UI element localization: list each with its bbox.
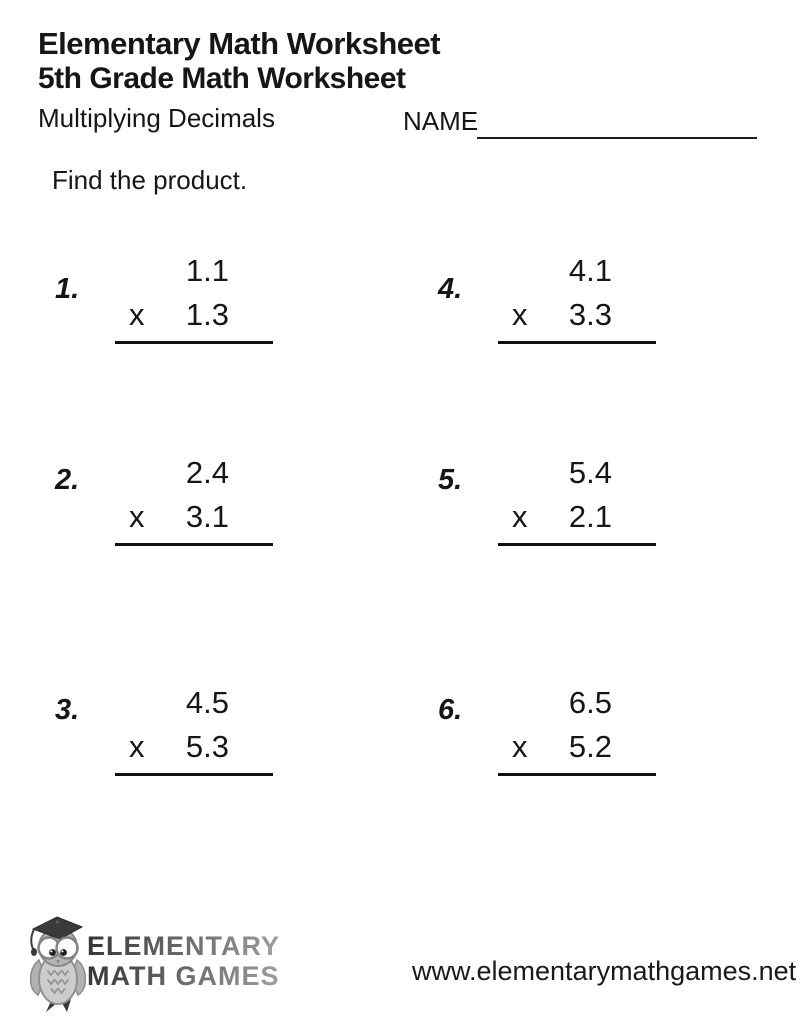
name-blank-line xyxy=(477,137,757,139)
multiply-operator: x xyxy=(512,297,528,332)
problem-number-label: 2. xyxy=(55,464,80,496)
answer-line xyxy=(115,543,273,546)
problem-number-label: 3. xyxy=(55,694,80,726)
multiplicand: 2.4 xyxy=(185,455,229,490)
multiplier-row xyxy=(498,495,656,539)
multiplication-stack xyxy=(498,249,656,344)
problem-3 xyxy=(55,681,273,776)
multiplication-stack xyxy=(115,249,273,344)
multiplication-stack xyxy=(115,681,273,776)
answer-line xyxy=(115,773,273,776)
page-title: Elementary Math Worksheet xyxy=(38,26,441,61)
multiplicand: 6.5 xyxy=(568,685,612,720)
problem-number-label: 4. xyxy=(438,273,463,305)
multiply-operator: x xyxy=(129,297,145,332)
problem-5 xyxy=(438,451,656,546)
multiplier-row xyxy=(115,725,273,769)
multiply-operator: x xyxy=(129,499,145,534)
answer-line xyxy=(498,341,656,344)
worksheet-topic: Multiplying Decimals xyxy=(38,103,275,133)
website-url: www.elementarymathgames.net xyxy=(412,956,797,986)
multiplicand: 5.4 xyxy=(568,455,612,490)
multiplier-row xyxy=(498,293,656,337)
answer-line xyxy=(498,543,656,546)
multiplication-stack xyxy=(115,451,273,546)
logo-line-math-games: MATH GAMES xyxy=(87,961,280,991)
problem-number-label: 6. xyxy=(438,694,463,726)
multiplier-row xyxy=(115,293,273,337)
multiplier-row xyxy=(498,725,656,769)
problem-number-label: 1. xyxy=(55,273,80,305)
problem-2 xyxy=(55,451,273,546)
page-subtitle: 5th Grade Math Worksheet xyxy=(38,62,406,95)
problem-4 xyxy=(438,249,656,344)
instruction-text: Find the product. xyxy=(52,165,248,195)
multiplier: 2.1 xyxy=(568,499,612,534)
multiplier: 3.1 xyxy=(185,499,229,534)
logo-line-elementary: ELEMENTARY xyxy=(87,931,281,961)
multiplicand: 4.5 xyxy=(185,685,229,720)
logo-text xyxy=(87,933,280,990)
multiply-operator: x xyxy=(512,729,528,764)
multiply-operator: x xyxy=(512,499,528,534)
answer-line xyxy=(115,341,273,344)
multiplier: 1.3 xyxy=(185,297,229,332)
name-label: NAME xyxy=(403,106,479,136)
answer-line xyxy=(498,773,656,776)
problem-1 xyxy=(55,249,273,344)
owl-graduation-cap-icon xyxy=(26,916,90,1012)
multiplicand: 4.1 xyxy=(568,253,612,288)
multiplier-row xyxy=(115,495,273,539)
multiplier: 5.3 xyxy=(185,729,229,764)
multiplication-stack xyxy=(498,451,656,546)
multiplier: 5.2 xyxy=(568,729,612,764)
multiplier: 3.3 xyxy=(568,297,612,332)
problem-number-label: 5. xyxy=(438,464,463,496)
multiply-operator: x xyxy=(129,729,145,764)
multiplicand: 1.1 xyxy=(185,253,229,288)
multiplication-stack xyxy=(498,681,656,776)
problem-6 xyxy=(438,681,656,776)
